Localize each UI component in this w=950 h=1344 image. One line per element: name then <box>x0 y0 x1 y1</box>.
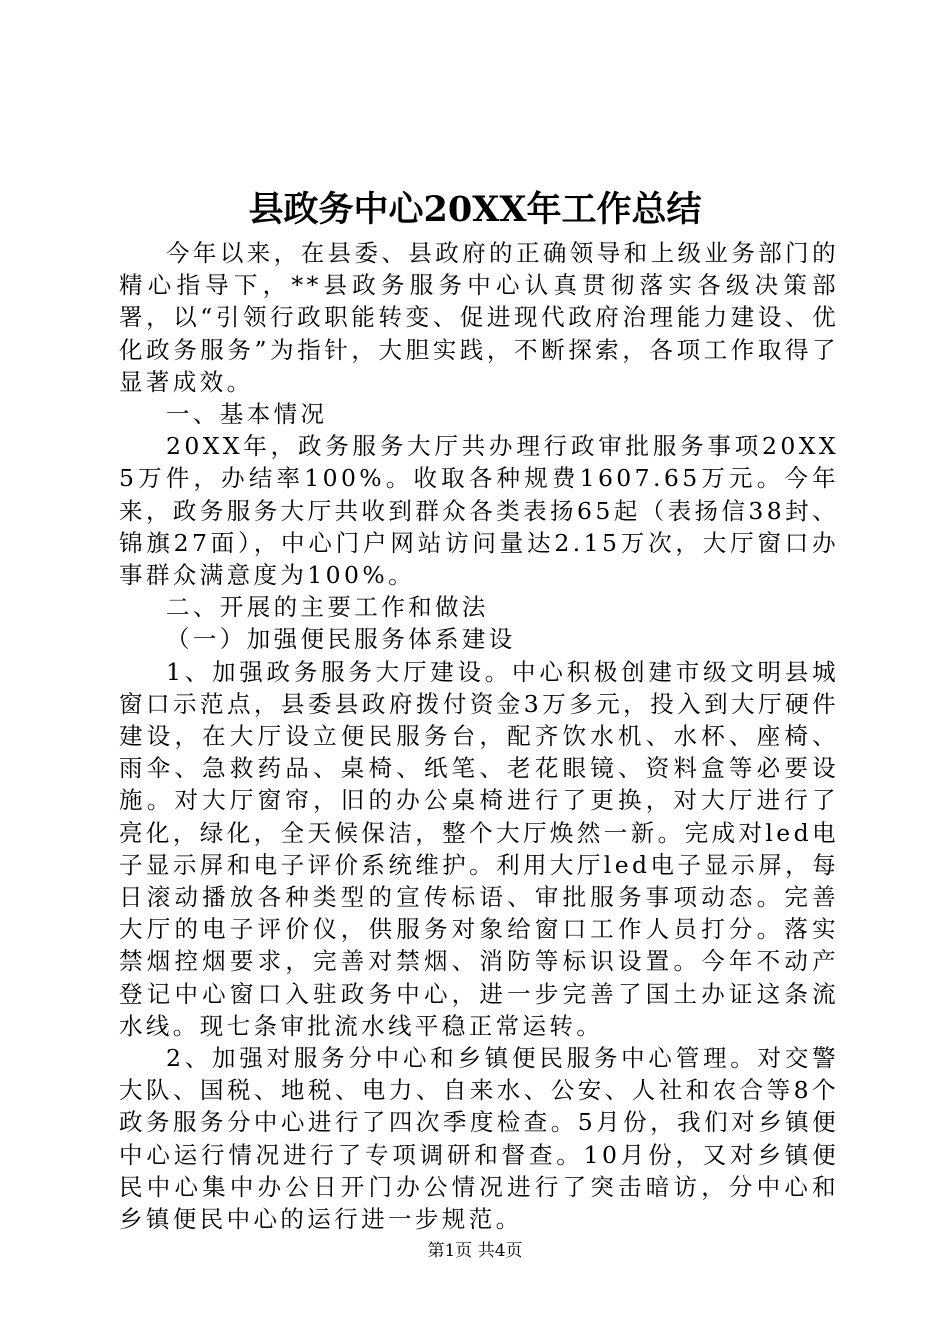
page-footer <box>0 1240 950 1262</box>
section-heading-basic: 一、基本情况 <box>166 400 328 429</box>
paragraph-intro: 今年以来，在县委、县政府的正确领导和上级业务部门的精心指导下，**县政务服务中心认真贯彻落实各级决策部署，以“引领行政职能转变、促进现代政府治理能力建设、优化政务服务”为指针，大胆实践，不断探索，各项工作取得了显著成效。 <box>119 239 839 396</box>
section-heading-main-work: 二、开展的主要工作和做法 <box>166 593 489 622</box>
subsection-heading-service-system: （一）加强便民服务体系建设 <box>166 625 516 654</box>
paragraph-branch-management: 2、加强对服务分中心和乡镇便民服务中心管理。对交警大队、国税、地税、电力、自来水、公安、人社和农合等8个政务服务分中心进行了四次季度检查。5月份，我们对乡镇便中心运行情况进行了专项调研和督查。10月份，又对乡镇便民中心集中办公日开门办公情况进行了突击暗访，分中心和乡镇便民中心的运行进一步规范。 <box>119 1044 839 1234</box>
paragraph-hall-construction: 1、加强政务服务大厅建设。中心积极创建市级文明县城窗口示范点，县委县政府拨付资金3万多元，投入到大厅硬件建设，在大厅设立便民服务台，配齐饮水机、水杯、座椅、雨伞、急救药品、桌椅、纸笔、老花眼镜、资料盒等必要设施。对大厅窗帘，旧的办公桌椅进行了更换，对大厅进行了亮化，绿化，全天候保洁，整个大厅焕然一新。完成对led电子显示屏和电子评价系统维护。利用大厅led电子显示屏，每日滚动播放各种类型的宣传标语、审批服务事项动态。完善大厅的电子评价仪，供服务对象给窗口工作人员打分。落实禁烟控烟要求，完善对禁烟、消防等标识设置。今年不动产登记中心窗口入驻政务中心，进一步完善了国土办证这条流水线。现七条审批流水线平稳正常运转。 <box>119 657 839 1040</box>
document-body <box>119 237 839 1235</box>
paragraph-basic-situation: 20XX年，政务服务大厅共办理行政审批服务事项20XX5万件，办结率100%。收取各种规费1607.65万元。今年来，政务服务大厅共收到群众各类表扬65起（表扬信38封、锦旗27面），中心门户网站访问量达2.15万次，大厅窗口办事群众满意度为100%。 <box>119 432 839 590</box>
document-title: 县政务中心20XX年工作总结 <box>248 189 702 230</box>
page-number: 第1页 共4页 <box>427 1241 523 1261</box>
